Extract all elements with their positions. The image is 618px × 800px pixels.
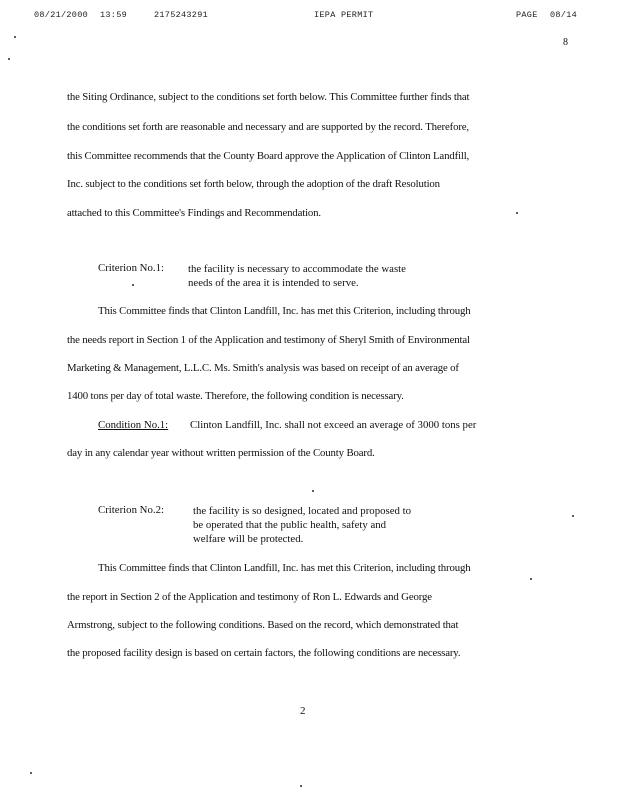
fax-phone: 2175243291 [154,10,209,20]
fax-page-label: PAGE [516,10,538,20]
page-number: 2 [300,705,306,717]
intro-line: this Committee recommends that the County Board approve the Application of Clinton Landfill, [67,150,470,162]
finding-2-line: Armstrong, subject to the following conditions. Based on the record, which demonstrated that [67,619,459,631]
scan-speck [300,785,302,787]
criterion-1-label: Criterion No.1: [98,262,164,274]
finding-1-line: the needs report in Section 1 of the Application and testimony of Sheryl Smith of Environmental [67,334,470,346]
scan-speck [132,284,134,286]
finding-2-line: the report in Section 2 of the Application and testimony of Ron L. Edwards and George [67,591,432,603]
finding-2-line: the proposed facility design is based on certain factors, the following conditions are necessary. [67,647,461,659]
condition-1-label: Condition No.1: [98,419,169,431]
condition-1-continuation: day in any calendar year without written permission of the County Board. [67,447,375,459]
scan-speck [8,58,10,60]
criterion-1 [0,262,618,292]
criterion-2-text [193,504,411,546]
scan-speck [530,578,532,580]
criterion-2-line: welfare will be protected. [193,533,304,545]
condition-1-text: Clinton Landfill, Inc. shall not exceed an average of 3000 tons per [190,419,477,431]
criterion-2-line: the facility is so designed, located and proposed to [193,505,411,517]
fax-sender: IEPA PERMIT [314,10,374,20]
finding-1-line: 1400 tons per day of total waste. Therefore, the following condition is necessary. [67,390,404,402]
scan-speck [516,212,518,214]
scan-speck [30,772,32,774]
scan-speck [14,36,16,38]
intro-line: attached to this Committee's Findings and Recommendation. [67,207,321,219]
criterion-1-line: the facility is necessary to accommodate the waste [188,263,406,275]
criterion-2 [0,504,618,550]
scan-speck [312,490,314,492]
intro-line: the Siting Ordinance, subject to the conditions set forth below. This Committee further finds that [67,91,470,103]
fax-header [0,10,618,24]
criterion-1-line: needs of the area it is intended to serve. [188,277,359,289]
criterion-2-label: Criterion No.2: [98,504,164,516]
finding-2-line: This Committee finds that Clinton Landfill, Inc. has met this Criterion, including through [98,562,471,574]
criterion-1-text [188,262,406,290]
corner-page-mark: 8 [563,37,568,48]
fax-page-value: 08/14 [550,10,578,20]
intro-line: the conditions set forth are reasonable and necessary and are supported by the record. Therefore, [67,121,469,133]
scan-speck [572,515,574,517]
fax-time: 13:59 [100,10,128,20]
finding-1-line: Marketing & Management, L.L.C. Ms. Smith's analysis was based on receipt of an average of [67,362,459,374]
fax-date: 08/21/2000 [34,10,89,20]
criterion-2-line: be operated that the public health, safety and [193,519,387,531]
intro-line: Inc. subject to the conditions set forth below, through the adoption of the draft Resolution [67,178,440,190]
finding-1-line: This Committee finds that Clinton Landfill, Inc. has met this Criterion, including through [98,305,471,317]
